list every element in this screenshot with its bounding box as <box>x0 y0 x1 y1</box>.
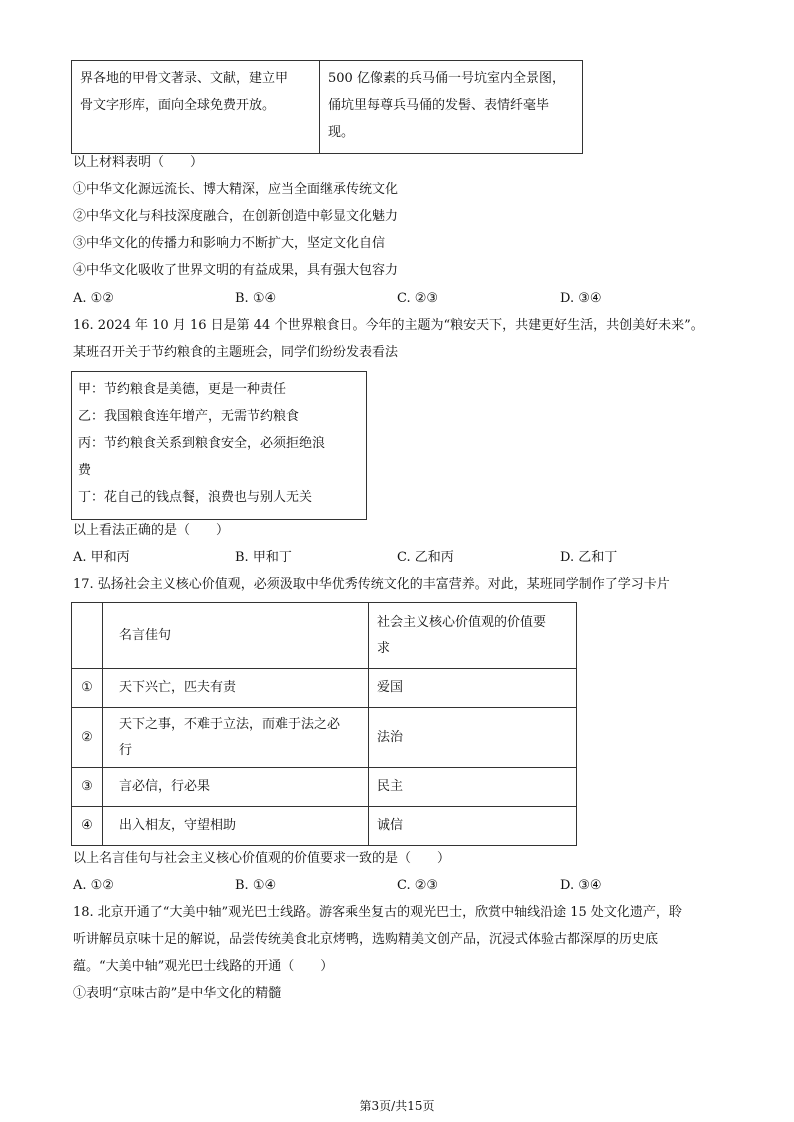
q15-option-b[interactable]: B. ①④ <box>235 291 277 306</box>
material-left-line: 界各地的甲骨文著录、文献，建立甲 <box>80 71 289 86</box>
q15-option-a[interactable]: A. ①② <box>73 291 114 306</box>
q15-stem: 以上材料表明（ ） <box>73 155 204 170</box>
q16-stem-line-2: 某班召开关于节约粮食的主题班会，同学们纷纷发表看法 <box>73 345 399 360</box>
q18-stem-line-3: 蕴。“大美中轴”观光巴士线路的开通（ ） <box>73 959 334 974</box>
table-row-value: 爱国 <box>369 669 577 708</box>
table-row-num: ④ <box>72 807 103 846</box>
material-table <box>71 60 583 154</box>
table-row-quote <box>103 708 369 768</box>
q17-option-d[interactable]: D. ③④ <box>560 878 602 893</box>
opinion-ding: 丁：花自己的钱点餐，浪费也与别人无关 <box>78 490 313 505</box>
material-cell-left <box>72 61 320 154</box>
table-header-quote: 名言佳句 <box>103 603 369 669</box>
q15-option-d[interactable]: D. ③④ <box>560 291 602 306</box>
table-row-num: ② <box>72 708 103 768</box>
q15-item-4: ④中华文化吸收了世界文明的有益成果，具有强大包容力 <box>73 263 399 278</box>
material-right-line: 现。 <box>328 125 355 140</box>
table-header-value <box>369 603 577 669</box>
q18-stem-line-2: 听讲解员京味十足的解说，品尝传统美食北京烤鸭，选购精美文创产品，沉浸式体验古都深厚的历史底 <box>73 932 659 947</box>
quote-line-2: 行 <box>119 742 133 758</box>
opinion-jia: 甲：节约粮食是美德，更是一种责任 <box>78 382 287 397</box>
q17-question: 以上名言佳句与社会主义核心价值观的价值要求一致的是（ ） <box>73 851 451 866</box>
q16-option-d[interactable]: D. 乙和丁 <box>560 550 618 565</box>
page-footer: 第3页/共15页 <box>359 1099 435 1113</box>
q17-option-b[interactable]: B. ①④ <box>235 878 277 893</box>
table-row-value: 法治 <box>369 708 577 768</box>
header-value-line-2: 求 <box>377 640 391 656</box>
opinion-bing-cont: 费 <box>78 463 92 478</box>
table-row-num: ③ <box>72 768 103 807</box>
q17-option-c[interactable]: C. ②③ <box>397 878 439 893</box>
table-row-quote: 言必信，行必果 <box>103 768 369 807</box>
q15-item-1: ①中华文化源远流长、博大精深，应当全面继承传统文化 <box>73 182 399 197</box>
q18-stem-line-1: 18. 北京开通了“大美中轴”观光巴士线路。游客乘坐复古的观光巴士，欣赏中轴线沿途 15 处文化遗产，聆 <box>73 905 682 920</box>
material-right-line: 俑坑里每尊兵马俑的发髻、表情纤毫毕 <box>328 98 550 113</box>
q15-option-c[interactable]: C. ②③ <box>397 291 439 306</box>
q17-study-card-table <box>71 602 577 846</box>
table-row-value: 民主 <box>369 768 577 807</box>
material-left-line: 骨文字形库，面向全球免费开放。 <box>80 98 276 113</box>
opinion-bing: 丙：节约粮食关系到粮食安全，必须拒绝浪 <box>78 436 326 451</box>
quote-line-1: 天下之事，不难于立法，而难于法之必 <box>119 716 341 732</box>
opinion-yi: 乙：我国粮食连年增产，无需节约粮食 <box>78 409 300 424</box>
q15-item-3: ③中华文化的传播力和影响力不断扩大，坚定文化自信 <box>73 236 386 251</box>
header-value-line-1: 社会主义核心价值观的价值要 <box>377 614 547 630</box>
q16-stem-line-1: 16. 2024 年 10 月 16 日是第 44 个世界粮食日。今年的主题为“粮安天下，共建更好生活，共创美好未来”。 <box>73 318 704 333</box>
material-cell-right <box>320 61 583 154</box>
material-right-line: 500 亿像素的兵马俑一号坑室内全景图， <box>328 71 565 86</box>
q16-option-c[interactable]: C. 乙和丙 <box>397 550 454 565</box>
table-row-value: 诚信 <box>369 807 577 846</box>
table-row-num: ① <box>72 669 103 708</box>
q18-item-1: ①表明“京味古韵”是中华文化的精髓 <box>73 986 282 1001</box>
q15-item-2: ②中华文化与科技深度融合，在创新创造中彰显文化魅力 <box>73 209 399 224</box>
table-header-num <box>72 603 103 669</box>
table-row-quote: 天下兴亡，匹夫有责 <box>103 669 369 708</box>
q17-option-a[interactable]: A. ①② <box>73 878 114 893</box>
q16-option-a[interactable]: A. 甲和丙 <box>73 550 130 565</box>
q16-option-b[interactable]: B. 甲和丁 <box>235 550 292 565</box>
table-row-quote: 出入相友，守望相助 <box>103 807 369 846</box>
q17-stem-line-1: 17. 弘扬社会主义核心价值观，必须汲取中华优秀传统文化的丰富营养。对此，某班同学制作了学习卡片 <box>73 577 670 592</box>
q16-opinion-box <box>71 371 367 520</box>
q16-question: 以上看法正确的是（ ） <box>73 523 230 538</box>
